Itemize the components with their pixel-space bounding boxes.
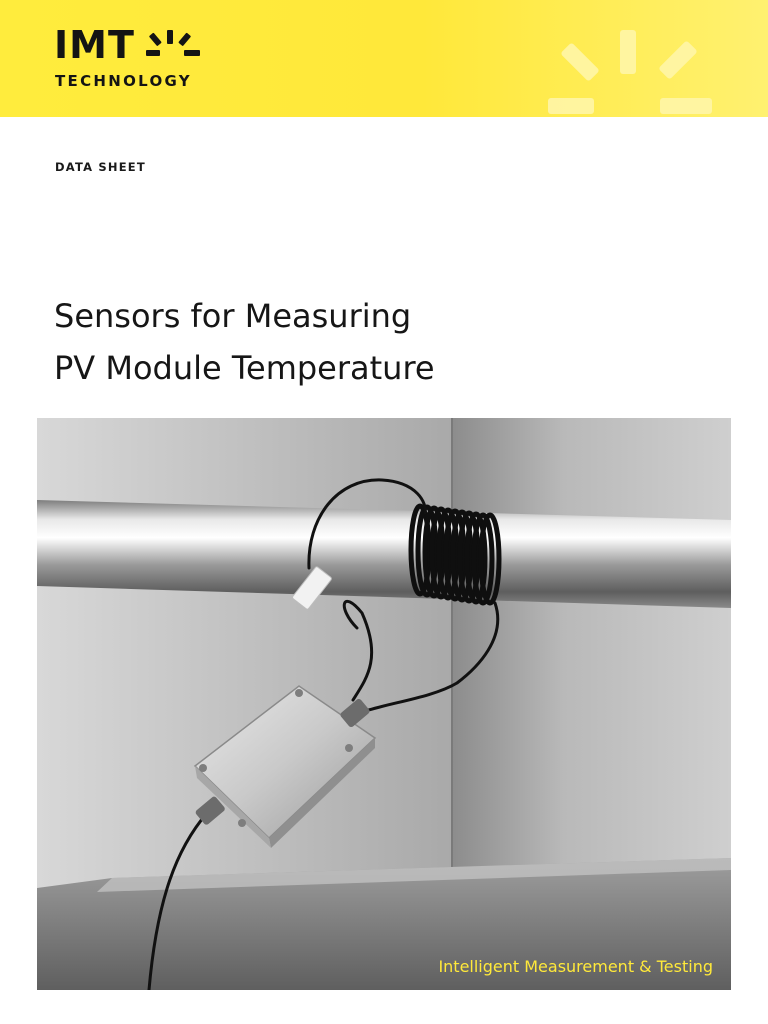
page-title — [54, 290, 714, 394]
header-banner — [0, 0, 768, 117]
document-type-label: DATA SHEET — [55, 160, 146, 174]
product-photo — [37, 418, 731, 990]
sensor-photo-illustration — [37, 418, 731, 990]
logo-subtitle: TECHNOLOGY — [55, 72, 192, 90]
title-line-1: Sensors for Measuring — [54, 297, 412, 335]
logo-wordmark: IMT — [54, 23, 135, 67]
tagline: Intelligent Measurement & Testing — [438, 957, 713, 976]
title-line-2: PV Module Temperature — [54, 349, 435, 387]
sun-rays-logo-icon — [142, 28, 204, 64]
decorative-sun-rays-icon — [540, 20, 760, 117]
